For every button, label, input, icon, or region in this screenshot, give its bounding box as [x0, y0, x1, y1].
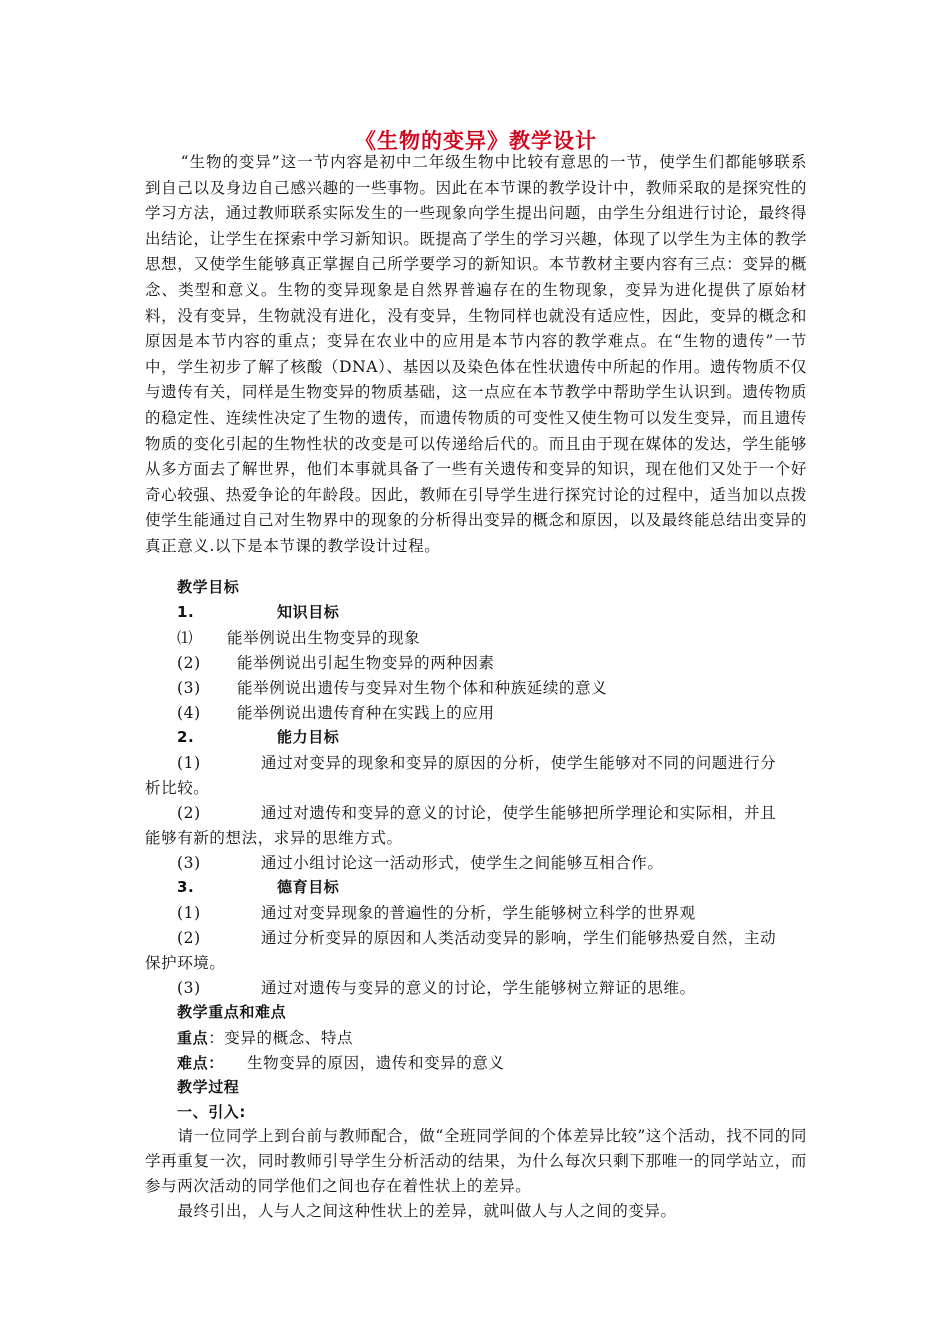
section1-paragraph: 最终引出，人与人之间这种性状上的差异，就叫做人与人之间的变异。: [177, 1202, 677, 1220]
knowledge-item: (3) 能举例说出遗传与变异对生物个体和种族延续的意义: [177, 679, 608, 697]
difficult-point: [177, 1051, 839, 1073]
ability-heading: 能力目标: [277, 728, 340, 746]
goals-heading: 教学目标: [177, 578, 240, 596]
knowledge-item: (4) 能举例说出遗传育种在实践上的应用: [177, 704, 495, 722]
intro-paragraph: “生物的变异”这一节内容是初中二年级生物中比较有意思的一节，使学生们都能够联系到自己以及身边自己感兴趣的一些事物。因此在本节课的教学设计中，教师采取的是探究性的学习方法，通过教师联系实际发生的一些现象向学生提出问题，由学生分组进行讨论，最终得出结论，让学生在探索中学习新知识。既提高了学生的学习兴趣，体现了以学生为主体的教学思想，又使学生能够真正掌握自己所学要学习的新知识。本节教材主要内容有三点：变异的概念、类型和意义。生物的变异现象是自然界普遍存在的生物现象，变异为进化提供了原始材料，没有变异，生物就没有进化，没有变异，生物同样也就没有适应性，因此，变异的概念和原因是本节内容的重点；变异在农业中的应用是本节内容的教学难点。在“生物的遗传”一节中，学生初步了解了核酸（DNA）、基因以及染色体在性状遗传中所起的作用。遗传物质不仅与遗传有关，同样是生物变异的物质基础，这一点应在本节教学中帮助学生认识到。遗传物质的稳定性、连续性决定了生物的遗传，而遗传物质的可变性又使生物可以发生变异，而且遗传物质的变化引起的生物性状的改变是可以传递给后代的。而且由于现在媒体的发达，学生能够从多方面去了解世界，他们本事就具备了一些有关遗传和变异的知识，现在他们又处于一个好奇心较强、热爱争论的年龄段。因此，教师在引导学生进行探究讨论的过程中，适当加以点拨使学生能通过自己对生物界中的现象的分析得出变异的概念和原因，以及最终能总结出变异的真正意义.以下是本节课的教学设计过程。: [145, 153, 807, 555]
ability-item: (1) 通过对变异的现象和变异的原因的分析，使学生能够对不同的问题进行分: [177, 754, 777, 772]
moral-item: (2) 通过分析变异的原因和人类活动变异的影响，学生们能够热爱自然，主动: [177, 929, 777, 947]
difficult-label: 难点：: [177, 1054, 224, 1072]
knowledge-item: (2) 能举例说出引起生物变异的两种因素: [177, 654, 495, 672]
ability-item-cont: 析比较。: [145, 779, 210, 797]
knowledge-heading: 知识目标: [277, 603, 340, 621]
difficult-text: 生物变异的原因，遗传和变异的意义: [247, 1054, 505, 1072]
ability-heading-row: 2. 能力目标: [177, 728, 340, 746]
moral-item: (1) 通过对变异现象的普遍性的分析，学生能够树立科学的世界观: [177, 904, 696, 922]
section1-paragraph: 请一位同学上到台前与教师配合，做“全班同学间的个体差异比较”这个活动，找不同的同学再重复一次，同时教师引导学生分析活动的结果，为什么每次只剩下那唯一的同学站立，而参与两次活动的同学他们之间也存在着性状上的差异。: [145, 1127, 807, 1195]
document-title: 《生物的变异》教学设计: [355, 129, 597, 153]
ability-item: (3) 通过小组讨论这一活动形式，使学生之间能够互相合作。: [177, 854, 664, 872]
ability-item-cont: 能够有新的想法，求异的思维方式。: [145, 829, 403, 847]
key-text: ：变异的概念、特点: [208, 1029, 354, 1047]
process-heading: 教学过程: [177, 1078, 240, 1096]
moral-heading-row: 3. 德育目标: [177, 878, 340, 896]
knowledge-heading-row: [177, 601, 839, 622]
moral-item: (3) 通过对遗传与变异的意义的讨论，学生能够树立辩证的思维。: [177, 979, 696, 997]
moral-heading: 德育目标: [277, 878, 340, 896]
knowledge-item: ⑴ 能举例说出生物变异的现象: [177, 629, 421, 647]
knowledge-num: 1.: [177, 603, 195, 621]
moral-item-cont: 保护环境。: [145, 954, 226, 972]
key-label: 重点: [177, 1029, 209, 1047]
keypoints-heading: 教学重点和难点: [177, 1003, 287, 1021]
section1-heading: 一、引入:: [177, 1103, 246, 1121]
ability-item: (2) 通过对遗传和变异的意义的讨论，使学生能够把所学理论和实际相，并且: [177, 804, 777, 822]
key-point: [177, 1026, 839, 1048]
